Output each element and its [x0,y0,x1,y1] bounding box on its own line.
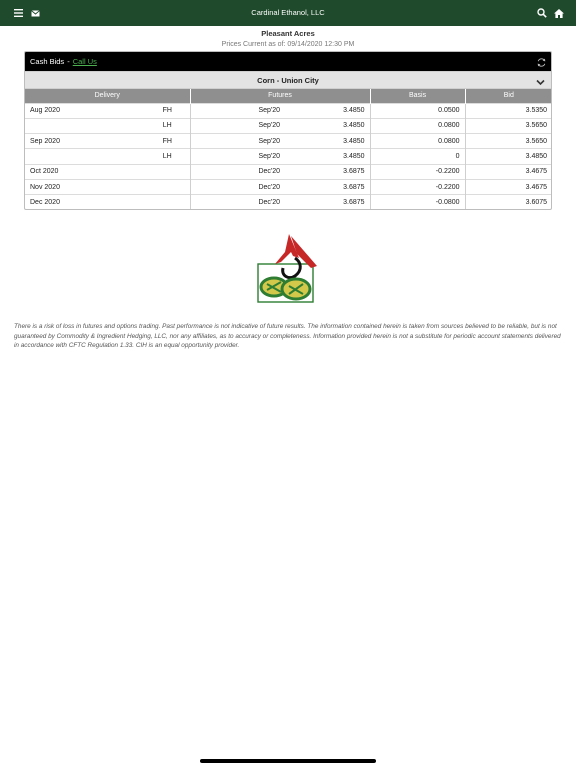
location-header [0,29,576,50]
bid-cell: 3.4675 [465,179,552,194]
bid-cell: 3.4675 [465,164,552,179]
futures-price-cell: 3.4850 [285,118,370,133]
hedge-cell [145,164,190,179]
delivery-cell: Dec 2020 [25,195,145,210]
hedge-cell: LH [145,149,190,164]
basis-cell: 0 [370,149,465,164]
basis-cell: 0.0800 [370,134,465,149]
futures-month-cell: Sep'20 [190,149,285,164]
basis-cell: -0.2200 [370,164,465,179]
table-row [25,179,552,194]
delivery-cell: Aug 2020 [25,103,145,118]
panel-header [25,52,551,71]
column-header-basis: Basis [370,89,465,103]
table-row [25,134,552,149]
app-title: Cardinal Ethanol, LLC [251,8,325,17]
delivery-cell: Sep 2020 [25,134,145,149]
basis-cell: 0.0800 [370,118,465,133]
top-nav-bar [0,0,576,26]
hedge-cell [145,179,190,194]
futures-price-cell: 3.4850 [285,149,370,164]
cih-logo-graphic [255,232,321,304]
home-indicator[interactable] [200,759,376,763]
hedge-cell: LH [145,118,190,133]
delivery-cell [25,118,145,133]
column-header-bid: Bid [465,89,552,103]
delivery-cell: Oct 2020 [25,164,145,179]
futures-month-cell: Dec'20 [190,164,285,179]
futures-month-cell: Sep'20 [190,134,285,149]
bid-cell: 3.5350 [465,103,552,118]
hedge-cell [145,195,190,210]
table-row [25,164,552,179]
delivery-cell: Nov 2020 [25,179,145,194]
futures-month-cell: Dec'20 [190,195,285,210]
futures-month-cell: Sep'20 [190,118,285,133]
panel-title: Cash Bids [30,57,65,66]
prices-timestamp: Prices Current as of: 09/14/2020 12:30 PM [221,41,355,48]
cih-logo [255,232,321,304]
call-us-link[interactable]: Call Us [72,57,97,66]
futures-price-cell: 3.6875 [285,179,370,194]
bids-table [25,89,552,210]
table-row [25,149,552,164]
futures-price-cell: 3.6875 [285,195,370,210]
home-icon[interactable] [550,4,568,22]
hedge-cell: FH [145,134,190,149]
location-name: Pleasant Acres [261,29,315,38]
logo-swoosh [283,258,301,278]
commodity-name: Corn - Union City [257,76,319,85]
bid-cell: 3.4850 [465,149,552,164]
futures-month-cell: Dec'20 [190,179,285,194]
title-separator: - [67,57,70,66]
futures-price-cell: 3.6875 [285,164,370,179]
bid-cell: 3.6075 [465,195,552,210]
bid-cell: 3.5650 [465,118,552,133]
table-row [25,118,552,133]
column-header-delivery: Delivery [25,89,190,103]
bid-cell: 3.5650 [465,134,552,149]
column-header-futures: Futures [190,89,370,103]
futures-price-cell: 3.4850 [285,103,370,118]
hedge-cell: FH [145,103,190,118]
table-row [25,103,552,118]
basis-cell: -0.0800 [370,195,465,210]
table-header-row [25,89,552,103]
basis-cell: 0.0500 [370,103,465,118]
commodity-selector[interactable] [25,71,551,89]
chevron-down-icon[interactable] [536,76,545,85]
cash-bids-panel [24,51,552,210]
futures-price-cell: 3.4850 [285,134,370,149]
search-icon[interactable] [533,4,551,22]
basis-cell: -0.2200 [370,179,465,194]
refresh-icon[interactable] [536,56,547,67]
futures-month-cell: Sep'20 [190,103,285,118]
table-row [25,195,552,210]
disclaimer-text: There is a risk of loss in futures and options trading. Past performance is not indicative of future results. The information contained herein is taken from sources believed to be reliable, but is not guaranteed by Commodity & Ingredient Hedging, LLC, nor any affiliates, as to accuracy or completeness. Information provided herein is not a substitute for periodic account statements delivered in accordance with CFTC Regulation 1.33. CIH is an equal opportunity provider. [14,323,561,350]
delivery-cell [25,149,145,164]
